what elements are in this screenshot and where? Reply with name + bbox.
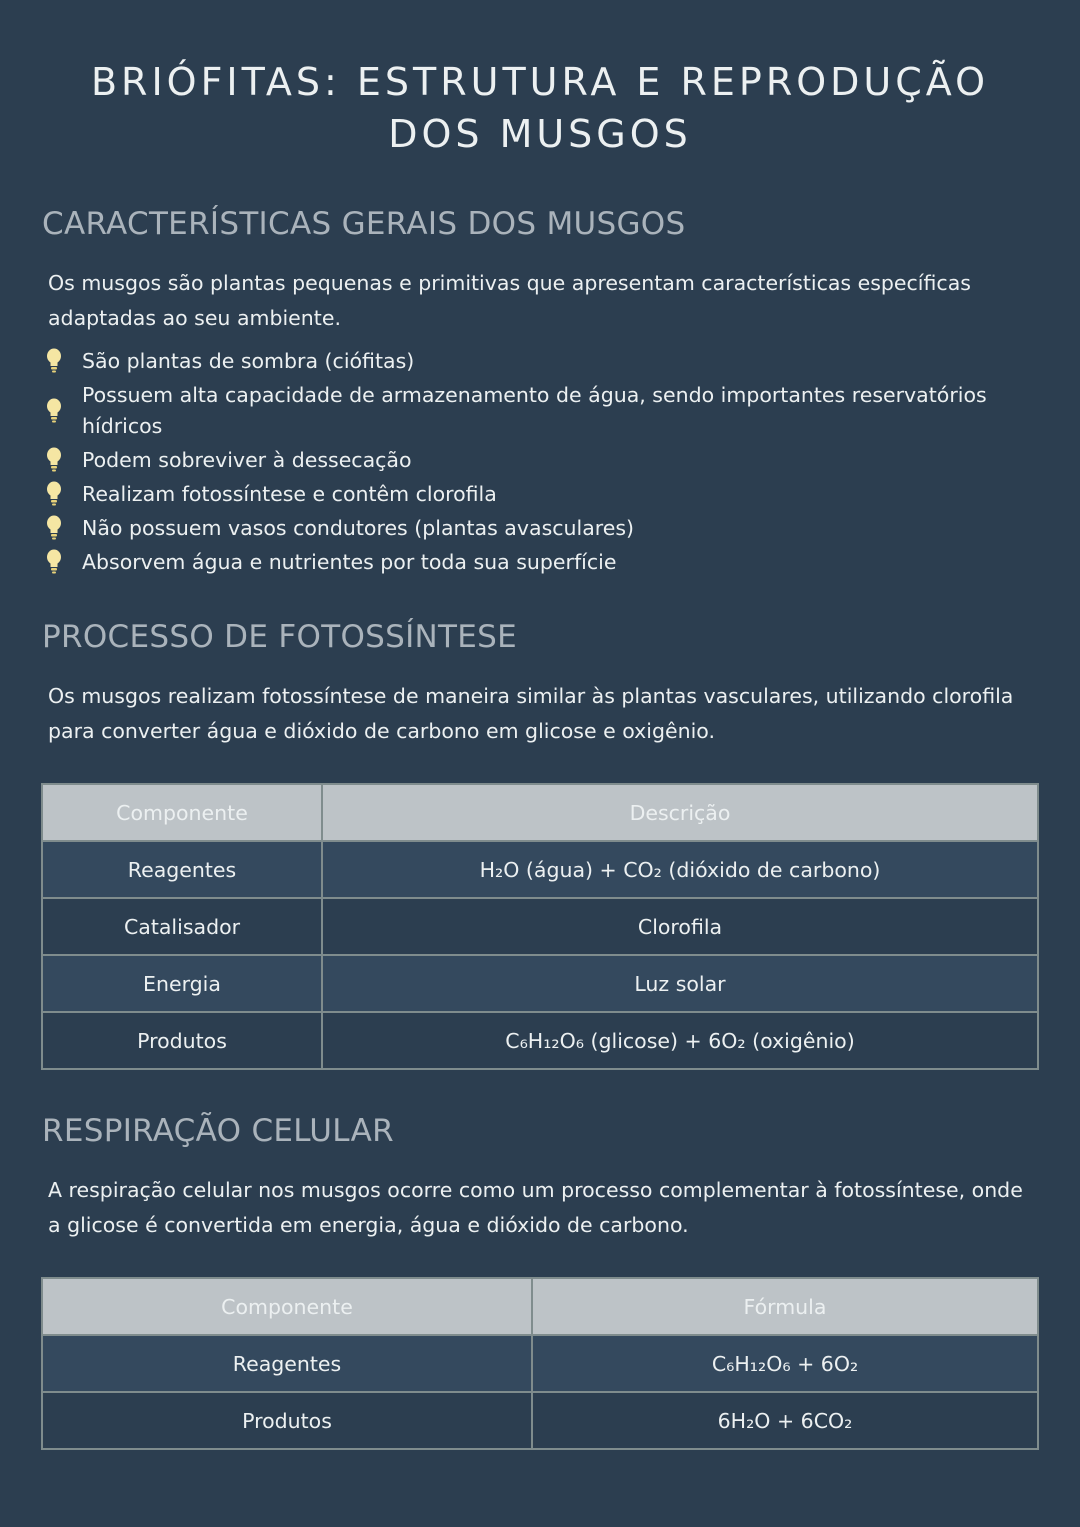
lightbulb-icon — [46, 515, 62, 541]
table-row — [42, 898, 1038, 955]
lightbulb-icon — [46, 398, 62, 424]
table-header-cell: Descrição — [322, 784, 1038, 841]
table-cell: 6H₂O + 6CO₂ — [532, 1392, 1038, 1449]
lightbulb-icon — [46, 447, 62, 473]
table-cell: Luz solar — [322, 955, 1038, 1012]
table-cell: Reagentes — [42, 841, 322, 898]
table-header-cell: Fórmula — [532, 1278, 1038, 1335]
table-row — [42, 1335, 1038, 1392]
list-item — [44, 479, 1024, 510]
table-cell: Produtos — [42, 1392, 532, 1449]
section-heading-respiracao: RESPIRAÇÃO CELULAR — [42, 1113, 394, 1149]
table-cell: Produtos — [42, 1012, 322, 1069]
characteristics-list — [44, 346, 1024, 581]
list-item — [44, 346, 1024, 377]
table-row — [42, 1012, 1038, 1069]
list-item-text: Não possuem vasos condutores (plantas avasculares) — [82, 516, 635, 540]
list-item — [44, 547, 1024, 578]
list-item-text: Podem sobreviver à dessecação — [82, 448, 412, 472]
table-cell: C₆H₁₂O₆ (glicose) + 6O₂ (oxigênio) — [322, 1012, 1038, 1069]
table-row — [42, 955, 1038, 1012]
table-row — [42, 841, 1038, 898]
page-title: BRIÓFITAS: ESTRUTURA E REPRODUÇÃO DOS MUSGOS — [90, 60, 989, 156]
table-header-cell: Componente — [42, 1278, 532, 1335]
list-item-text: São plantas de sombra (ciófitas) — [82, 349, 415, 373]
list-item-text: Possuem alta capacidade de armazenamento de água, sendo importantes reservatórios hídricos — [82, 383, 987, 438]
section-intro-caracteristicas: Os musgos são plantas pequenas e primitivas que apresentam características específicas adaptadas ao seu ambiente. — [48, 271, 971, 330]
table-cell: C₆H₁₂O₆ + 6O₂ — [532, 1335, 1038, 1392]
table-row — [42, 1392, 1038, 1449]
table-cell: Clorofila — [322, 898, 1038, 955]
photosynthesis-table — [41, 783, 1039, 1070]
lightbulb-icon — [46, 481, 62, 507]
list-item-text: Absorvem água e nutrientes por toda sua superfície — [82, 550, 617, 574]
section-heading-caracteristicas: CARACTERÍSTICAS GERAIS DOS MUSGOS — [42, 206, 686, 242]
respiration-table — [41, 1277, 1039, 1450]
table-cell: Catalisador — [42, 898, 322, 955]
list-item — [44, 380, 1024, 442]
table-cell: Reagentes — [42, 1335, 532, 1392]
table-cell: Energia — [42, 955, 322, 1012]
section-heading-fotossintese: PROCESSO DE FOTOSSÍNTESE — [42, 619, 518, 655]
table-cell: H₂O (água) + CO₂ (dióxido de carbono) — [322, 841, 1038, 898]
list-item — [44, 513, 1024, 544]
section-intro-fotossintese: Os musgos realizam fotossíntese de maneira similar às plantas vasculares, utilizando clorofila para converter água e dióxido de carbono em glicose e oxigênio. — [48, 684, 1014, 743]
lightbulb-icon — [46, 348, 62, 374]
table-header-cell: Componente — [42, 784, 322, 841]
list-item-text: Realizam fotossíntese e contêm clorofila — [82, 482, 497, 506]
lightbulb-icon — [46, 549, 62, 575]
section-intro-respiracao: A respiração celular nos musgos ocorre como um processo complementar à fotossíntese, onde a glicose é convertida em energia, água e dióxido de carbono. — [48, 1178, 1023, 1237]
list-item — [44, 445, 1024, 476]
